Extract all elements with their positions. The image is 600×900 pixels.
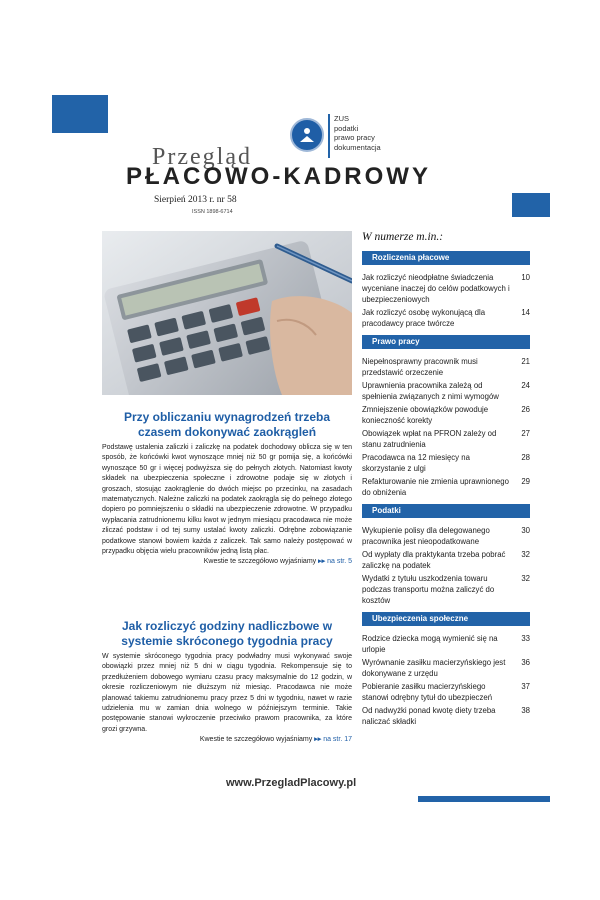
issn: ISSN 1898-6714 xyxy=(192,209,233,215)
toc-entry-page: 37 xyxy=(521,682,530,691)
toc-entry-page: 14 xyxy=(521,308,530,317)
toc-entry[interactable] xyxy=(362,633,530,655)
double-arrow-icon: ▸▸ xyxy=(318,558,326,566)
toc-entry[interactable] xyxy=(362,525,530,547)
tagline-divider xyxy=(328,114,330,158)
article1-body: Podstawę ustalenia zaliczki i zaliczkę na podatek dochodowy oblicza się w ten sposób, że końcówki kwot wynoszące mniej niż 50 gr pomija się, a końcówki wynoszące 50 gr i więcej podwyższa się do pełnych złotych. Natomiast kwoty składek na ubezpieczenia społeczne i zdrowotne podaje się w złotych i groszach, stosując zaokrąglenie do dwóch miejsc po przecinku, na zasadach matematycznych. Należne zaliczki na podatek zaokrągla się do pełnego złotego dopiero po pomniejszeniu o składki na ubezpieczenie zdrowotne. W przypadku wypłacania zatrudnionemu kilku kwot w jednym miesiącu pracodawca nie może zliczać podstaw i od tej sumy ustalać kwoty zaliczki. Odrębne zobowiązanie podatkowe stanowi bowiem każda z zaliczek. Tak samo należy postępować w przypadku objęcia wielu pracowników jedną listą płac. xyxy=(102,444,352,556)
toc-entry-text: Niepełnosprawny pracownik musi przedstawić orzeczenie xyxy=(362,357,478,377)
toc-entry-text: Jak rozliczyć nieodpłatne świadczenia wyceniane inaczej do celów podatkowych i ubezpieczeniowych xyxy=(362,273,510,304)
toc-entry[interactable] xyxy=(362,657,530,679)
toc-entry-text: Obowiązek wpłat na PFRON zależy od stanu zatrudnienia xyxy=(362,429,497,449)
toc-section-header: Prawo pracy xyxy=(362,335,530,349)
toc-entry-page: 32 xyxy=(521,550,530,559)
toc-entry-text: Pracodawca na 12 miesięcy na skorzystanie z ulgi xyxy=(362,453,470,473)
toc-entry-page: 24 xyxy=(521,381,530,390)
toc-entry[interactable] xyxy=(362,356,530,378)
more-text: Kwestie te szczegółowo wyjaśniamy xyxy=(203,558,317,566)
toc-entry-text: Wykupienie polisy dla delegowanego pracownika jest nieopodatkowane xyxy=(362,526,490,546)
article2-body: W systemie skróconego tygodnia pracy podwładny musi wykonywać swoje obowiązki przez mniej niż 5 dni w ciągu tygodnia. Rekompensuje się to przedłużeniem dobowego wymiaru czasu pracy maksymalnie do 12 godzin, w okresie rozliczeniowym nie dłuższym niż miesiąc. Pracodawca nie może planować takiemu zatrudnionemu pracy przez 5 dni w tygodniu, nawet w razie udzielenia mu w zamian dnia wolnego w późniejszym terminie. Takie postępowanie stanowi wykroczenie przeciwko prawom pracownika, za które grozi grzywna. xyxy=(102,653,352,733)
toc-entry-text: Uprawnienia pracownika zależą od spełnienia związanych z nimi wymogów xyxy=(362,381,499,401)
toc-entry-page: 21 xyxy=(521,357,530,366)
toc-entry[interactable] xyxy=(362,476,530,498)
toc-entry-text: Jak rozliczyć osobę wykonującą dla pracodawcy prace twórcze xyxy=(362,308,486,328)
page-reference-link[interactable]: na str. 17 xyxy=(323,736,352,744)
toc-entry[interactable] xyxy=(362,681,530,703)
article1 xyxy=(102,443,352,568)
tagline xyxy=(334,114,381,152)
toc-entry[interactable] xyxy=(362,705,530,727)
toc-section-header: Rozliczenia płacowe xyxy=(362,251,530,265)
toc-entry-page: 29 xyxy=(521,477,530,486)
toc-entry-text: Wyrównanie zasiłku macierzyńskiego jest dokonywane z urzędu xyxy=(362,658,506,678)
toc-entry[interactable] xyxy=(362,573,530,606)
article2 xyxy=(102,652,352,746)
issue-info: Sierpień 2013 r. nr 58 xyxy=(154,195,237,205)
toc-entry-text: Pobieranie zasiłku macierzyńskiego stanowi odrębny tytuł do ubezpieczeń xyxy=(362,682,493,702)
toc-entry-page: 26 xyxy=(521,405,530,414)
tagline-line: dokumentacja xyxy=(334,142,381,152)
masthead-title-line1: Przegląd xyxy=(152,144,252,170)
tagline-line: podatki xyxy=(334,123,359,133)
decorative-blue-bar xyxy=(418,796,550,802)
toc-entry-page: 36 xyxy=(521,658,530,667)
toc-entry[interactable] xyxy=(362,428,530,450)
toc-entry-page: 10 xyxy=(521,273,530,282)
toc-entry-text: Wydatki z tytułu uszkodzenia towaru podczas transportu można zaliczyć do kosztów xyxy=(362,574,495,605)
toc-entry[interactable] xyxy=(362,380,530,402)
page-reference-link[interactable]: na str. 5 xyxy=(327,558,352,566)
masthead-title-line2: PŁACOWO-KADROWY xyxy=(126,163,431,190)
toc-entry[interactable] xyxy=(362,307,530,329)
toc-entry-page: 38 xyxy=(521,706,530,715)
toc-entry[interactable] xyxy=(362,549,530,571)
toc-entry-page: 33 xyxy=(521,634,530,643)
article2-headline: Jak rozliczyć godziny nadliczbowe w systemie skróconego tygodnia pracy xyxy=(121,619,333,648)
article1-more xyxy=(102,557,352,567)
decorative-blue-square xyxy=(512,193,550,217)
article2-more xyxy=(102,735,352,745)
website-url[interactable]: www.PrzegladPlacowy.pl xyxy=(226,777,357,789)
toc-entry-text: Od nadwyżki ponad kwotę diety trzeba naliczać składki xyxy=(362,706,496,726)
toc-entry[interactable] xyxy=(362,404,530,426)
calculator-photo xyxy=(102,231,352,395)
toc-entry-text: Refakturowanie nie zmienia uprawnionego do obniżenia xyxy=(362,477,509,497)
publisher-logo-icon xyxy=(290,118,324,152)
toc-section-header: Ubezpieczenia społeczne xyxy=(362,612,530,626)
more-text: Kwestie te szczegółowo wyjaśniamy xyxy=(199,736,313,744)
toc-entry-page: 30 xyxy=(521,526,530,535)
table-of-contents xyxy=(362,231,530,729)
toc-entry-text: Rodzice dziecka mogą wymienić się na urlopie xyxy=(362,634,498,654)
tagline-line: ZUS xyxy=(334,114,349,123)
toc-entry[interactable] xyxy=(362,452,530,474)
toc-section-header: Podatki xyxy=(362,504,530,518)
toc-entry-page: 28 xyxy=(521,453,530,462)
toc-heading: W numerze m.in.: xyxy=(362,231,444,243)
double-arrow-icon: ▸▸ xyxy=(314,736,322,744)
toc-entry-text: Zmniejszenie obowiązków powoduje konieczność korekty xyxy=(362,405,489,425)
decorative-blue-square xyxy=(52,95,108,133)
toc-entry-page: 32 xyxy=(521,574,530,583)
toc-entry[interactable] xyxy=(362,272,530,305)
toc-entry-page: 27 xyxy=(521,429,530,438)
article1-headline: Przy obliczaniu wynagrodzeń trzeba czasem dokonywać zaokrągleń xyxy=(123,410,331,439)
toc-entry-text: Od wypłaty dla praktykanta trzeba pobrać zaliczkę na podatek xyxy=(362,550,506,570)
tagline-line: prawo pracy xyxy=(334,133,375,142)
